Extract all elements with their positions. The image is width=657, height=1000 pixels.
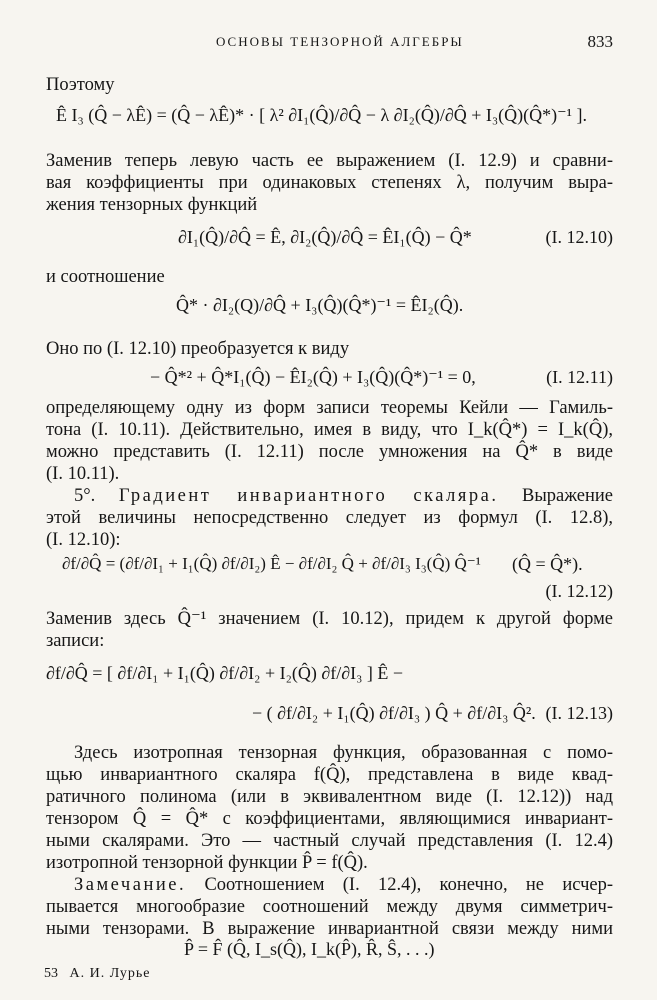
remark-line xyxy=(74,874,613,896)
text-line: определяющему одну из форм записи теоремы Кейли — Гамиль- xyxy=(46,398,613,418)
running-title: ОСНОВЫ ТЕНЗОРНОЙ АЛГЕБРЫ xyxy=(216,34,464,49)
section-number: 5°. xyxy=(74,486,96,506)
formula: − Q̂*² + Q̂*I₁(Q̂) − ÊI₂(Q̂) + I₃(Q̂)(Q̂*)⁻¹ = 0, xyxy=(150,367,476,387)
text-line: изотропной тензорной функции P̂ = f(Q̂). xyxy=(46,853,368,873)
text-line: Здесь изотропная тензорная функция, образованная с помо- xyxy=(74,743,613,763)
text-line: жения тензорных функций xyxy=(46,195,258,215)
text-line: ратичного полинома (или в эквивалентном виде (I. 12.12)) над xyxy=(46,787,613,807)
equation-number: (I. 12.12) xyxy=(545,581,613,601)
text-line: ными скалярами. Это — частный случай представления (I. 12.4) xyxy=(46,831,613,851)
equation-number: (I. 12.11) xyxy=(546,367,613,387)
formula: Q̂* · ∂I₂(Q)/∂Q̂ + I₃(Q̂)(Q̂*)⁻¹ = ÊI₂(Q̂). xyxy=(176,295,464,315)
section-heading-line xyxy=(74,485,613,507)
text-span: Соотношением (I. 12.4), конечно, не исчер- xyxy=(204,875,614,895)
text-line: тона (I. 10.11). Действительно, имея в виду, что I_k(Q̂*) = I_k(Q̂), xyxy=(46,420,613,440)
text-span: Выражение xyxy=(522,486,614,506)
page-footer xyxy=(44,966,150,982)
remark-label: Замечание. xyxy=(74,875,187,895)
formula: ∂f/∂Q̂ = [ ∂f/∂I₁ + I₁(Q̂) ∂f/∂I₂ + I₂(Q̂) ∂f/∂I₃ ] Ê − xyxy=(46,663,404,683)
text-line: (I. 10.11). xyxy=(46,464,120,484)
text-line: и соотношение xyxy=(46,267,165,287)
formula: ∂f/∂Q̂ = (∂f/∂I₁ + I₁(Q̂) ∂f/∂I₂) Ê − ∂f/∂I₂ Q̂ + ∂f/∂I₃ I₃(Q̂) Q̂⁻¹ xyxy=(62,554,481,573)
signature-number: 53 xyxy=(44,966,58,981)
text-line: Поэтому xyxy=(46,75,115,95)
text-line: Заменив теперь левую часть ее выражением (I. 12.9) и сравни- xyxy=(46,151,613,171)
formula: ∂I₁(Q̂)/∂Q̂ = Ê, ∂I₂(Q̂)/∂Q̂ = ÊI₁(Q̂) − Q̂* xyxy=(178,227,472,247)
formula: − ( ∂f/∂I₂ + I₁(Q̂) ∂f/∂I₃ ) Q̂ + ∂f/∂I₃ Q̂². xyxy=(252,703,536,723)
equation-number: (I. 12.10) xyxy=(545,227,613,247)
text-line: ными тензорами. В выражение инвариантной связи между ними xyxy=(46,919,613,939)
text-line: тензором Q̂ = Q̂* с коэффициентами, являющимися инвариант- xyxy=(46,809,613,829)
text-line: вая коэффициенты при одинаковых степенях λ, получим выра- xyxy=(46,173,613,193)
page-number: 833 xyxy=(587,32,613,51)
text-line: (I. 12.10): xyxy=(46,530,121,550)
author-name: А. И. Лурье xyxy=(69,966,151,981)
page-header xyxy=(46,32,613,54)
formula-condition: (Q̂ = Q̂*). xyxy=(512,554,583,574)
text-line: пывается многообразие соотношений между двумя симметрич- xyxy=(46,897,613,917)
text-line: Оно по (I. 12.10) преобразуется к виду xyxy=(46,339,350,359)
formula: Ê I₃ (Q̂ − λÊ) = (Q̂ − λÊ)* · [ λ² ∂I₁(Q̂)/∂Q̂ − λ ∂I₂(Q̂)/∂Q̂ + I₃(Q̂)(Q̂*)⁻¹ ]. xyxy=(56,105,588,125)
text-line: этой величины непосредственно следует из формул (I. 12.8), xyxy=(46,508,613,528)
text-line: Заменив здесь Q̂⁻¹ значением (I. 10.12), придем к другой форме xyxy=(46,609,613,629)
formula: P̂ = F̂ (Q̂, I_s(Q̂), I_k(P̂), R̂, Ŝ, . . .) xyxy=(184,939,435,959)
section-title: Градиент инвариантного скаляра. xyxy=(118,486,499,506)
equation-number: (I. 12.13) xyxy=(545,703,613,723)
text-line: щью инвариантного скаляра f(Q̂), представлена в виде квад- xyxy=(46,765,613,785)
text-line: записи: xyxy=(46,631,105,651)
text-line: можно представить (I. 12.11) после умножения на Q̂* в виде xyxy=(46,442,613,462)
